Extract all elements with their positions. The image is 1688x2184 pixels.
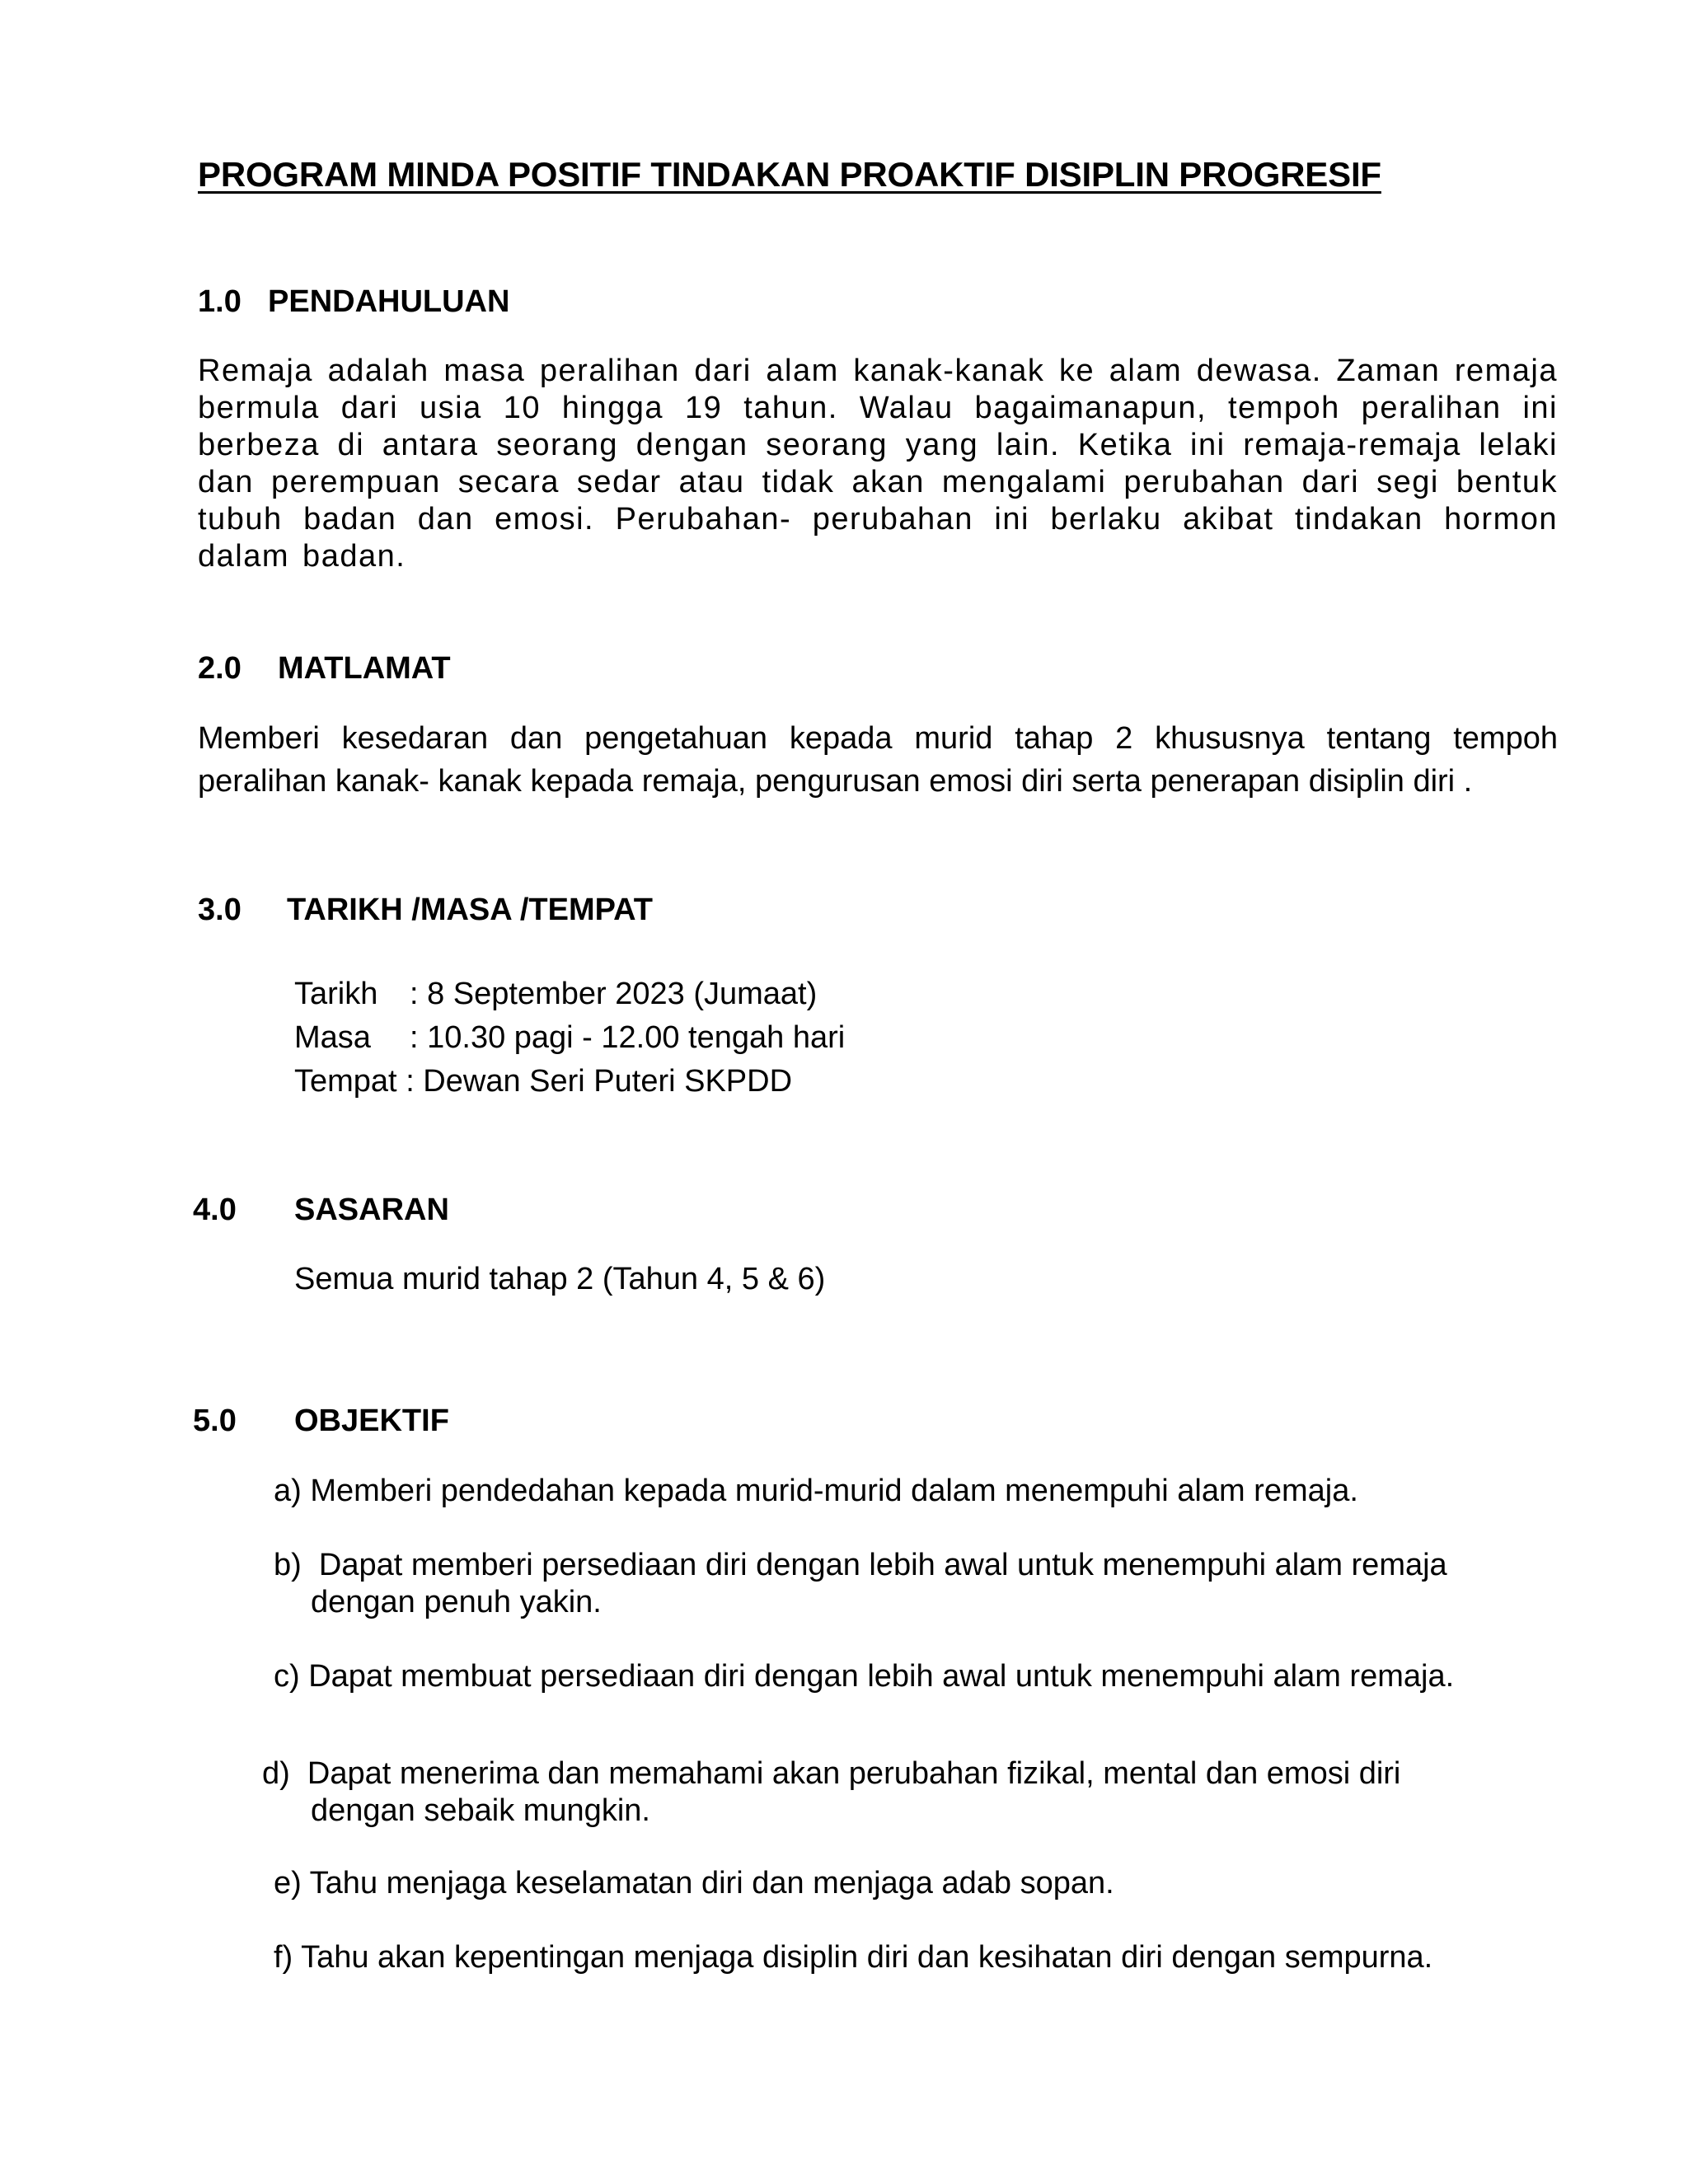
item-letter: e) bbox=[274, 1866, 302, 1900]
masa-label: Masa bbox=[294, 1020, 371, 1055]
section-number: 5.0 bbox=[193, 1404, 237, 1438]
sasaran-text: Semua murid tahap 2 (Tahun 4, 5 & 6) bbox=[294, 1262, 826, 1296]
masa-value: : 10.30 pagi - 12.00 tengah hari bbox=[410, 1020, 846, 1055]
event-details bbox=[294, 972, 845, 1104]
item-letter: c) bbox=[274, 1659, 300, 1694]
item-letter: d) bbox=[262, 1756, 290, 1791]
tarikh-row bbox=[294, 972, 845, 1016]
objektif-item-f bbox=[274, 1939, 1432, 1976]
item-text: Tahu akan kepentingan menjaga disiplin diri dan kesihatan diri dengan sempurna. bbox=[301, 1940, 1433, 1975]
section-heading-pendahuluan bbox=[198, 284, 509, 320]
item-text: Dapat menerima dan memahami akan perubahan fizikal, mental dan emosi diri bbox=[307, 1756, 1401, 1791]
section-number: 3.0 bbox=[198, 893, 241, 927]
objektif-item-d bbox=[262, 1755, 1558, 1830]
item-text: Dapat membuat persediaan diri dengan lebih awal untuk menempuhi alam remaja. bbox=[308, 1659, 1455, 1694]
section-heading-matlamat bbox=[198, 651, 451, 687]
item-continuation: dengan penuh yakin. bbox=[311, 1585, 602, 1619]
item-letter: a) bbox=[274, 1474, 302, 1508]
document-title: PROGRAM MINDA POSITIF TINDAKAN PROAKTIF DISIPLIN PROGRESIF bbox=[198, 155, 1381, 194]
item-text: Tahu menjaga keselamatan diri dan menjaga adab sopan. bbox=[309, 1866, 1114, 1900]
tempat-label: Tempat bbox=[294, 1064, 397, 1099]
section-title: MATLAMAT bbox=[278, 651, 451, 686]
tempat-row bbox=[294, 1060, 845, 1104]
item-continuation: dengan sebaik mungkin. bbox=[311, 1793, 650, 1828]
matlamat-paragraph: Memberi kesedaran dan pengetahuan kepada murid tahap 2 khususnya tentang tempoh peralihan kanak- kanak kepada remaja, pengurusan emosi diri serta penerapan disiplin diri . bbox=[198, 721, 1558, 799]
section-title: TARIKH /MASA /TEMPAT bbox=[287, 893, 653, 927]
section-title: PENDAHULUAN bbox=[268, 284, 510, 319]
section-heading-tarikh bbox=[198, 893, 653, 928]
item-text: Memberi pendedahan kepada murid-murid dalam menempuhi alam remaja. bbox=[310, 1474, 1358, 1508]
section-heading-objektif bbox=[193, 1404, 449, 1439]
item-text: Dapat memberi persediaan diri dengan lebih awal untuk menempuhi alam remaja bbox=[318, 1548, 1447, 1582]
item-letter: b) bbox=[274, 1548, 302, 1582]
tarikh-label: Tarikh bbox=[294, 977, 378, 1011]
objektif-item-b bbox=[274, 1547, 1559, 1621]
section-title: SASARAN bbox=[294, 1193, 449, 1227]
section-number: 1.0 bbox=[198, 284, 241, 319]
masa-row bbox=[294, 1016, 845, 1060]
item-letter: f) bbox=[274, 1940, 293, 1975]
section-heading-sasaran bbox=[193, 1193, 449, 1228]
objektif-item-c bbox=[274, 1658, 1454, 1695]
objektif-item-e bbox=[274, 1865, 1114, 1902]
section-number: 2.0 bbox=[198, 651, 241, 686]
section-number: 4.0 bbox=[193, 1193, 237, 1227]
tempat-value: : Dewan Seri Puteri SKPDD bbox=[406, 1064, 793, 1099]
tarikh-value: : 8 September 2023 (Jumaat) bbox=[410, 977, 818, 1011]
pendahuluan-paragraph: Remaja adalah masa peralihan dari alam kanak-kanak ke alam dewasa. Zaman remaja bermula dari usia 10 hingga 19 tahun. Walau bagaimanapun, tempoh peralihan ini berbeza di antara seorang dengan seorang yang lain. Ketika ini remaja-remaja lelaki dan perempuan secara sedar atau tidak akan mengalami perubahan dari segi bentuk tubuh badan dan emosi. Perubahan- perubahan ini berlaku akibat tindakan hormon dalam badan. bbox=[198, 354, 1558, 574]
section-title: OBJEKTIF bbox=[294, 1404, 449, 1438]
objektif-item-a bbox=[274, 1473, 1358, 1510]
